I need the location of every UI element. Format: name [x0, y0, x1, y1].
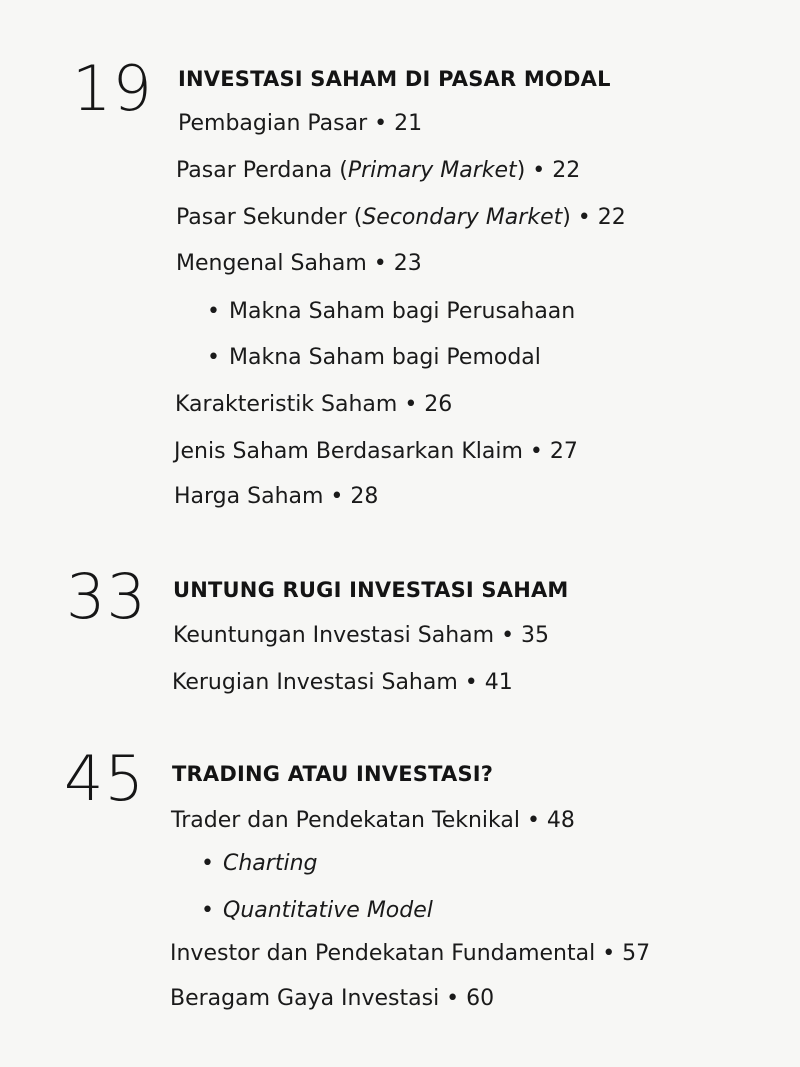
toc-subentry [207, 299, 575, 325]
bullet-icon: • [201, 851, 214, 876]
chapter-number: 19 [72, 52, 153, 125]
toc-entry: Pembagian Pasar • 21 [178, 111, 423, 136]
toc-entry [176, 158, 580, 184]
toc-entry-italic: Secondary Market [362, 205, 563, 230]
toc-entry: Karakteristik Saham • 26 [175, 392, 453, 417]
chapter-title: INVESTASI SAHAM DI PASAR MODAL [178, 67, 611, 91]
toc-entry [176, 205, 626, 231]
toc-subentry [201, 851, 317, 877]
toc-subentry-text: Quantitative Model [223, 898, 433, 923]
chapter-number: 33 [66, 560, 147, 633]
toc-entry-text: ) • 22 [516, 158, 581, 183]
toc-subentry-text: Makna Saham bagi Pemodal [229, 345, 541, 370]
toc-entry-italic: Primary Market [347, 158, 517, 183]
toc-entry: Trader dan Pendekatan Teknikal • 48 [171, 808, 575, 833]
toc-subentry-text: Charting [223, 851, 318, 876]
toc-entry: Beragam Gaya Investasi • 60 [170, 986, 495, 1011]
bullet-icon: • [201, 898, 214, 923]
toc-entry: Harga Saham • 28 [174, 484, 379, 509]
toc-subentry [201, 898, 433, 924]
toc-subentry [207, 345, 541, 371]
chapter-title: UNTUNG RUGI INVESTASI SAHAM [173, 578, 569, 602]
toc-entry-text: Pasar Perdana ( [176, 158, 348, 183]
toc-entry: Jenis Saham Berdasarkan Klaim • 27 [174, 439, 578, 464]
chapter-title: TRADING ATAU INVESTASI? [172, 762, 494, 786]
toc-subentry-text: Makna Saham bagi Perusahaan [229, 299, 576, 324]
toc-entry: Kerugian Investasi Saham • 41 [172, 670, 513, 695]
toc-entry: Investor dan Pendekatan Fundamental • 57 [170, 941, 651, 966]
toc-entry-text: ) • 22 [562, 205, 626, 230]
bullet-icon: • [207, 299, 220, 324]
chapter-number: 45 [64, 742, 145, 815]
toc-entry-text: Pasar Sekunder ( [176, 205, 363, 230]
toc-entry: Mengenal Saham • 23 [176, 251, 422, 276]
toc-entry: Keuntungan Investasi Saham • 35 [173, 623, 550, 648]
bullet-icon: • [207, 345, 220, 370]
